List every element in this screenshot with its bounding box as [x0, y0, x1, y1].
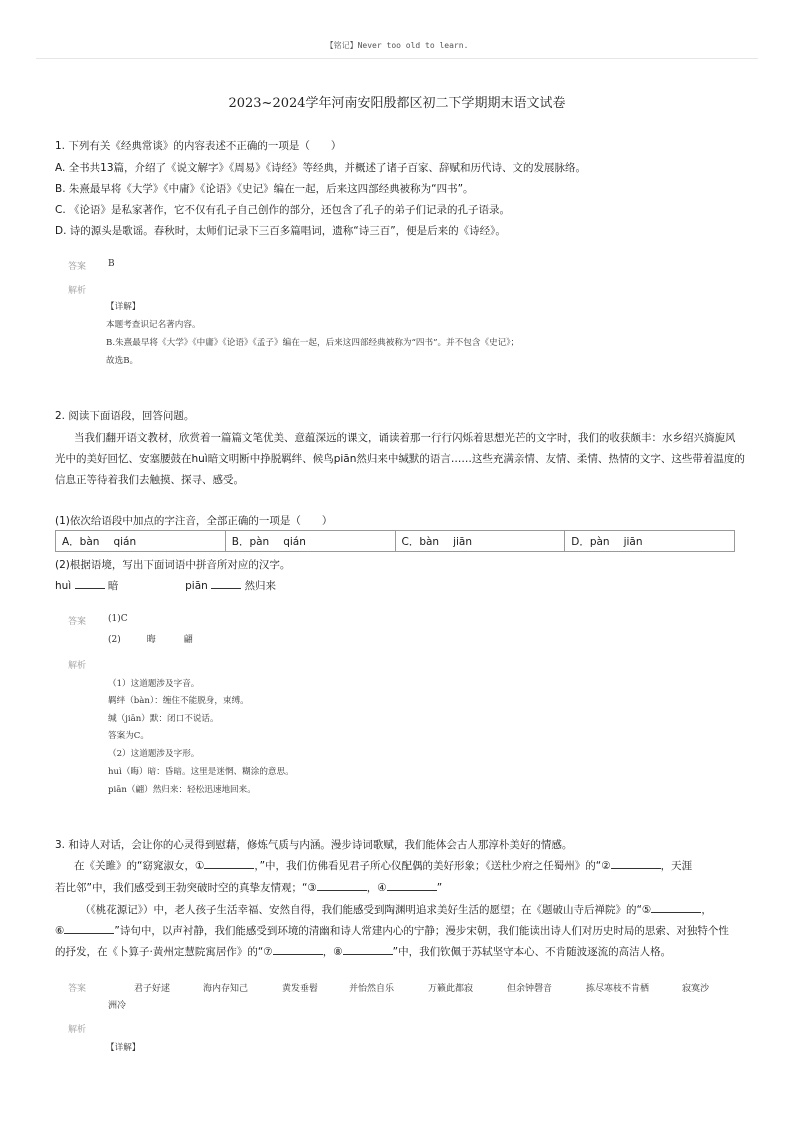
q2-detail-line: huì（晦）暗：昏暗。这里是迷惘、糊涂的意思。	[108, 767, 294, 777]
q3-answer-item: 并怡然自乐	[349, 984, 395, 994]
q3-answer-item: 万籁此都寂	[428, 984, 474, 994]
q1-detail-line: B.朱熹最早将《大学》《中庸》《论语》《孟子》编在一起，后来这四部经典被称为“四书”。并不包含《史记》；	[106, 338, 520, 348]
q1-option-c: C. 《论语》是私家著作，它不仅有孔子自己创作的部分，还包含了孔子的弟子们记录的孔子语录。	[55, 204, 511, 216]
q1-option-a: A. 全书共13篇，介绍了《说文解字》《周易》《诗经》等经典，并概述了诸子百家、辞赋和历代诗、文的发展脉络。	[55, 162, 587, 174]
q2-fill-line: huì 暗 piān 然归来	[55, 580, 276, 592]
q2-detail-line: （1）这道题涉及字音。	[108, 679, 200, 689]
q2-passage-line: 当我们翻开语文教材，欣赏着一篇篇文笔优美、意蕴深远的课文，诵读着那一行行闪烁着思想光芒的文字时，我们的收获颇丰：水乡绍兴旖旎风	[74, 432, 736, 444]
q2-choice-d[interactable]: D．pàn jiān	[565, 531, 735, 552]
q2-passage-line: 信息正等待着我们去触摸、探寻、感受。	[55, 474, 244, 486]
q2-stem: 2. 阅读下面语段，回答问题。	[55, 410, 195, 422]
fill-blank[interactable]	[273, 945, 323, 955]
q1-stem: 1. 下列有关《经典常谈》的内容表述不正确的一项是（ ）	[55, 140, 342, 152]
q1-detail-line: 本题考查识记名著内容。	[106, 320, 201, 330]
fill-blank[interactable]	[611, 859, 661, 869]
q1-answer-label: 答案	[68, 262, 87, 272]
fill-blank[interactable]	[64, 924, 114, 934]
fill-blank[interactable]	[75, 579, 105, 589]
q2-detail-line: piān（翩）然归来：轻松迅速地回来。	[108, 785, 256, 795]
q3-line: （《桃花源记》）中，老人孩子生活幸福、安然自得，我们能感受到陶渊明追求美好生活的愿望；在《题破山寺后禅院》的“⑤ ，	[80, 904, 712, 916]
fill-blank[interactable]	[651, 903, 701, 913]
q2-sub1: (1)依次给语段中加点的字注音，全部正确的一项是（ ）	[55, 515, 333, 527]
q3-answer-item: 拣尽寒枝不肯栖	[586, 984, 650, 994]
q2-detail-line: 答案为C。	[108, 731, 149, 741]
q3-line: 若比邻”中，我们感受到王勃突破时空的真挚友情观；“③ ，④ ”	[55, 882, 443, 894]
q2-detail-line: 羁绊（bàn）：缠住不能脱身，束缚。	[108, 696, 249, 706]
q3-line: 的抒发，在《卜算子·黄州定慧院寓居作》的“⑦ ，⑧ ”中，我们钦佩于苏轼坚守本心、不肯随波逐流的高洁人格。	[55, 946, 672, 958]
q2-detail-line: （2）这道题涉及字形。	[108, 749, 200, 759]
q2-passage-line: 光中的美好回忆、安塞腰鼓在huì暗文明断中挣脱羁绊、候鸟piān然归来中缄默的语言……这些充满亲情、友情、柔情、热情的文字、这些带着温度的	[55, 453, 745, 465]
fill-blank[interactable]	[317, 881, 367, 891]
q1-option-d: D. 诗的源头是歌谣。春秋时，太师们记录下三百多篇唱词，遗称“诗三百”，便是后来的《诗经》。	[55, 225, 506, 237]
q1-option-b: B. 朱熹最早将《大学》《中庸》《论语》《史记》编在一起，后来这四部经典被称为“四书”。	[55, 183, 474, 195]
q2-choice-a[interactable]: A．bàn qián	[56, 531, 226, 552]
q3-analysis-label: 解析	[68, 1025, 87, 1035]
page-title: 2023~2024学年河南安阳殷都区初二下学期期末语文试卷	[228, 96, 566, 111]
q2-choice-b[interactable]: B．pàn qián	[225, 531, 395, 552]
header-divider	[36, 58, 758, 59]
q3-line: 在《关雎》的“窈窕淑女，① ，”中，我们仿佛看见君子所心仪配偶的美好形象；《送杜少府之任蜀州》的“② ，天涯	[74, 860, 693, 872]
q2-analysis-label: 解析	[68, 661, 87, 671]
q1-answer: B	[108, 259, 115, 269]
q3-detail-heading: 【详解】	[106, 1043, 141, 1053]
fill-blank[interactable]	[211, 579, 241, 589]
q3-answer-item: 君子好逑	[134, 984, 171, 994]
q2-choices-table	[55, 530, 735, 552]
q2-detail-line: 缄（jiān）默：闭口不说话。	[108, 714, 219, 724]
q3-answer-label: 答案	[68, 984, 87, 994]
q1-detail-line: 故选B。	[106, 356, 139, 366]
q3-answer-item: 但余钟磬音	[507, 984, 553, 994]
q2-answer-2: (2) 晦 翩	[108, 635, 193, 645]
q1-analysis-label: 解析	[68, 286, 87, 296]
header-note: 【铭记】Never too old to learn.	[325, 41, 469, 50]
q2-choice-c[interactable]: C．bàn jiān	[395, 531, 565, 552]
q2-answer-1: (1)C	[108, 614, 128, 624]
fill-blank[interactable]	[204, 859, 254, 869]
q3-answer-wrap: 洲冷	[108, 1001, 127, 1011]
q1-detail-heading: 【详解】	[106, 302, 141, 312]
q3-stem: 3. 和诗人对话，会让你的心灵得到慰藉，修炼气质与内涵。漫步诗词歌赋，我们能体会古人那淳朴美好的情感。	[55, 839, 573, 851]
fill-blank[interactable]	[387, 881, 437, 891]
q2-answer-label: 答案	[68, 617, 87, 627]
q3-answer-item: 寂寞沙	[682, 984, 710, 994]
q3-answer-item: 海内存知己	[203, 984, 249, 994]
fill-blank[interactable]	[343, 945, 393, 955]
q3-line: ⑥ ”诗句中，以声衬静，我们能感受到环境的清幽和诗人常建内心的宁静；漫步宋朝，我们能读出诗人们对历史时局的思索、对独特个性	[55, 925, 729, 937]
q2-sub2: (2)根据语境，写出下面词语中拼音所对应的汉字。	[55, 559, 291, 571]
q3-answer-item: 黄发垂髫	[282, 984, 319, 994]
